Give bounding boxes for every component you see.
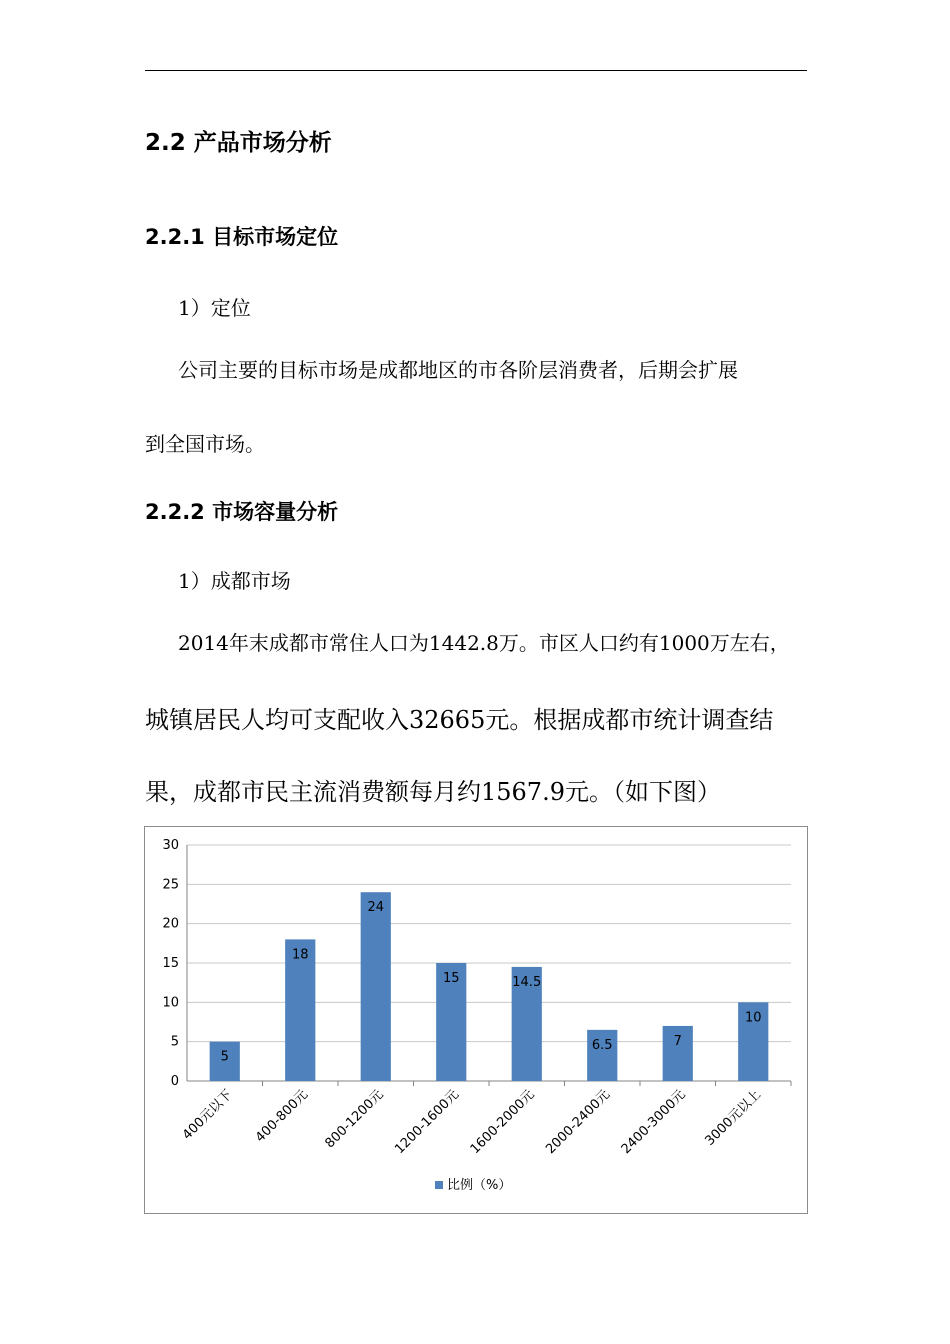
y-tick-label: 25 bbox=[162, 877, 179, 893]
data-label: 5 bbox=[220, 1049, 229, 1065]
x-tick-label: 400元以下 bbox=[179, 1087, 236, 1143]
data-label: 7 bbox=[673, 1033, 682, 1049]
consumption-bar-chart bbox=[144, 826, 808, 1214]
paragraph-target-market-line-2: 到全国市场。 bbox=[145, 432, 265, 456]
data-label: 6.5 bbox=[591, 1037, 613, 1053]
x-tick-label: 1200-1600元 bbox=[392, 1087, 463, 1158]
data-label: 10 bbox=[744, 1010, 762, 1026]
legend-swatch bbox=[435, 1181, 443, 1189]
bar bbox=[361, 892, 391, 1081]
y-tick-label: 10 bbox=[162, 995, 179, 1011]
x-tick-label: 2400-3000元 bbox=[618, 1087, 689, 1158]
chart-svg bbox=[145, 827, 809, 1215]
section-heading-2-2-2: 2.2.2 市场容量分析 bbox=[145, 500, 339, 524]
paragraph-target-market-line-1: 公司主要的目标市场是成都地区的市各阶层消费者，后期会扩展 bbox=[178, 358, 738, 382]
y-tick-label: 20 bbox=[162, 916, 179, 932]
x-tick-label: 1600-2000元 bbox=[467, 1087, 538, 1158]
list-item-chengdu-market: 1）成都市场 bbox=[178, 569, 291, 593]
paragraph-market-line-2: 城镇居民人均可支配收入32665元。根据成都市统计调查结 bbox=[145, 706, 774, 734]
x-tick-label: 800-1200元 bbox=[322, 1087, 387, 1152]
legend-label: 比例（%） bbox=[447, 1178, 512, 1193]
x-tick-label: 400-800元 bbox=[252, 1087, 312, 1146]
y-tick-label: 5 bbox=[170, 1034, 179, 1050]
y-tick-label: 0 bbox=[170, 1074, 179, 1089]
x-tick-label: 2000-2400元 bbox=[543, 1087, 614, 1158]
section-heading-2-2-1: 2.2.1 目标市场定位 bbox=[145, 225, 339, 249]
data-label: 18 bbox=[291, 947, 309, 963]
list-item-positioning: 1）定位 bbox=[178, 296, 251, 320]
data-label: 14.5 bbox=[512, 974, 542, 990]
section-heading-2-2: 2.2 产品市场分析 bbox=[145, 130, 332, 156]
data-label: 24 bbox=[367, 900, 385, 916]
paragraph-market-line-3: 果，成都市民主流消费额每月约1567.9元。（如下图） bbox=[145, 778, 721, 806]
paragraph-market-line-1: 2014年末成都市常住人口为1442.8万。市区人口约有1000万左右， bbox=[178, 631, 790, 655]
x-tick-label: 3000元以上 bbox=[702, 1087, 765, 1149]
y-tick-label: 15 bbox=[162, 956, 179, 971]
y-tick-label: 30 bbox=[162, 838, 179, 853]
header-rule bbox=[145, 70, 807, 71]
data-label: 15 bbox=[442, 971, 460, 986]
